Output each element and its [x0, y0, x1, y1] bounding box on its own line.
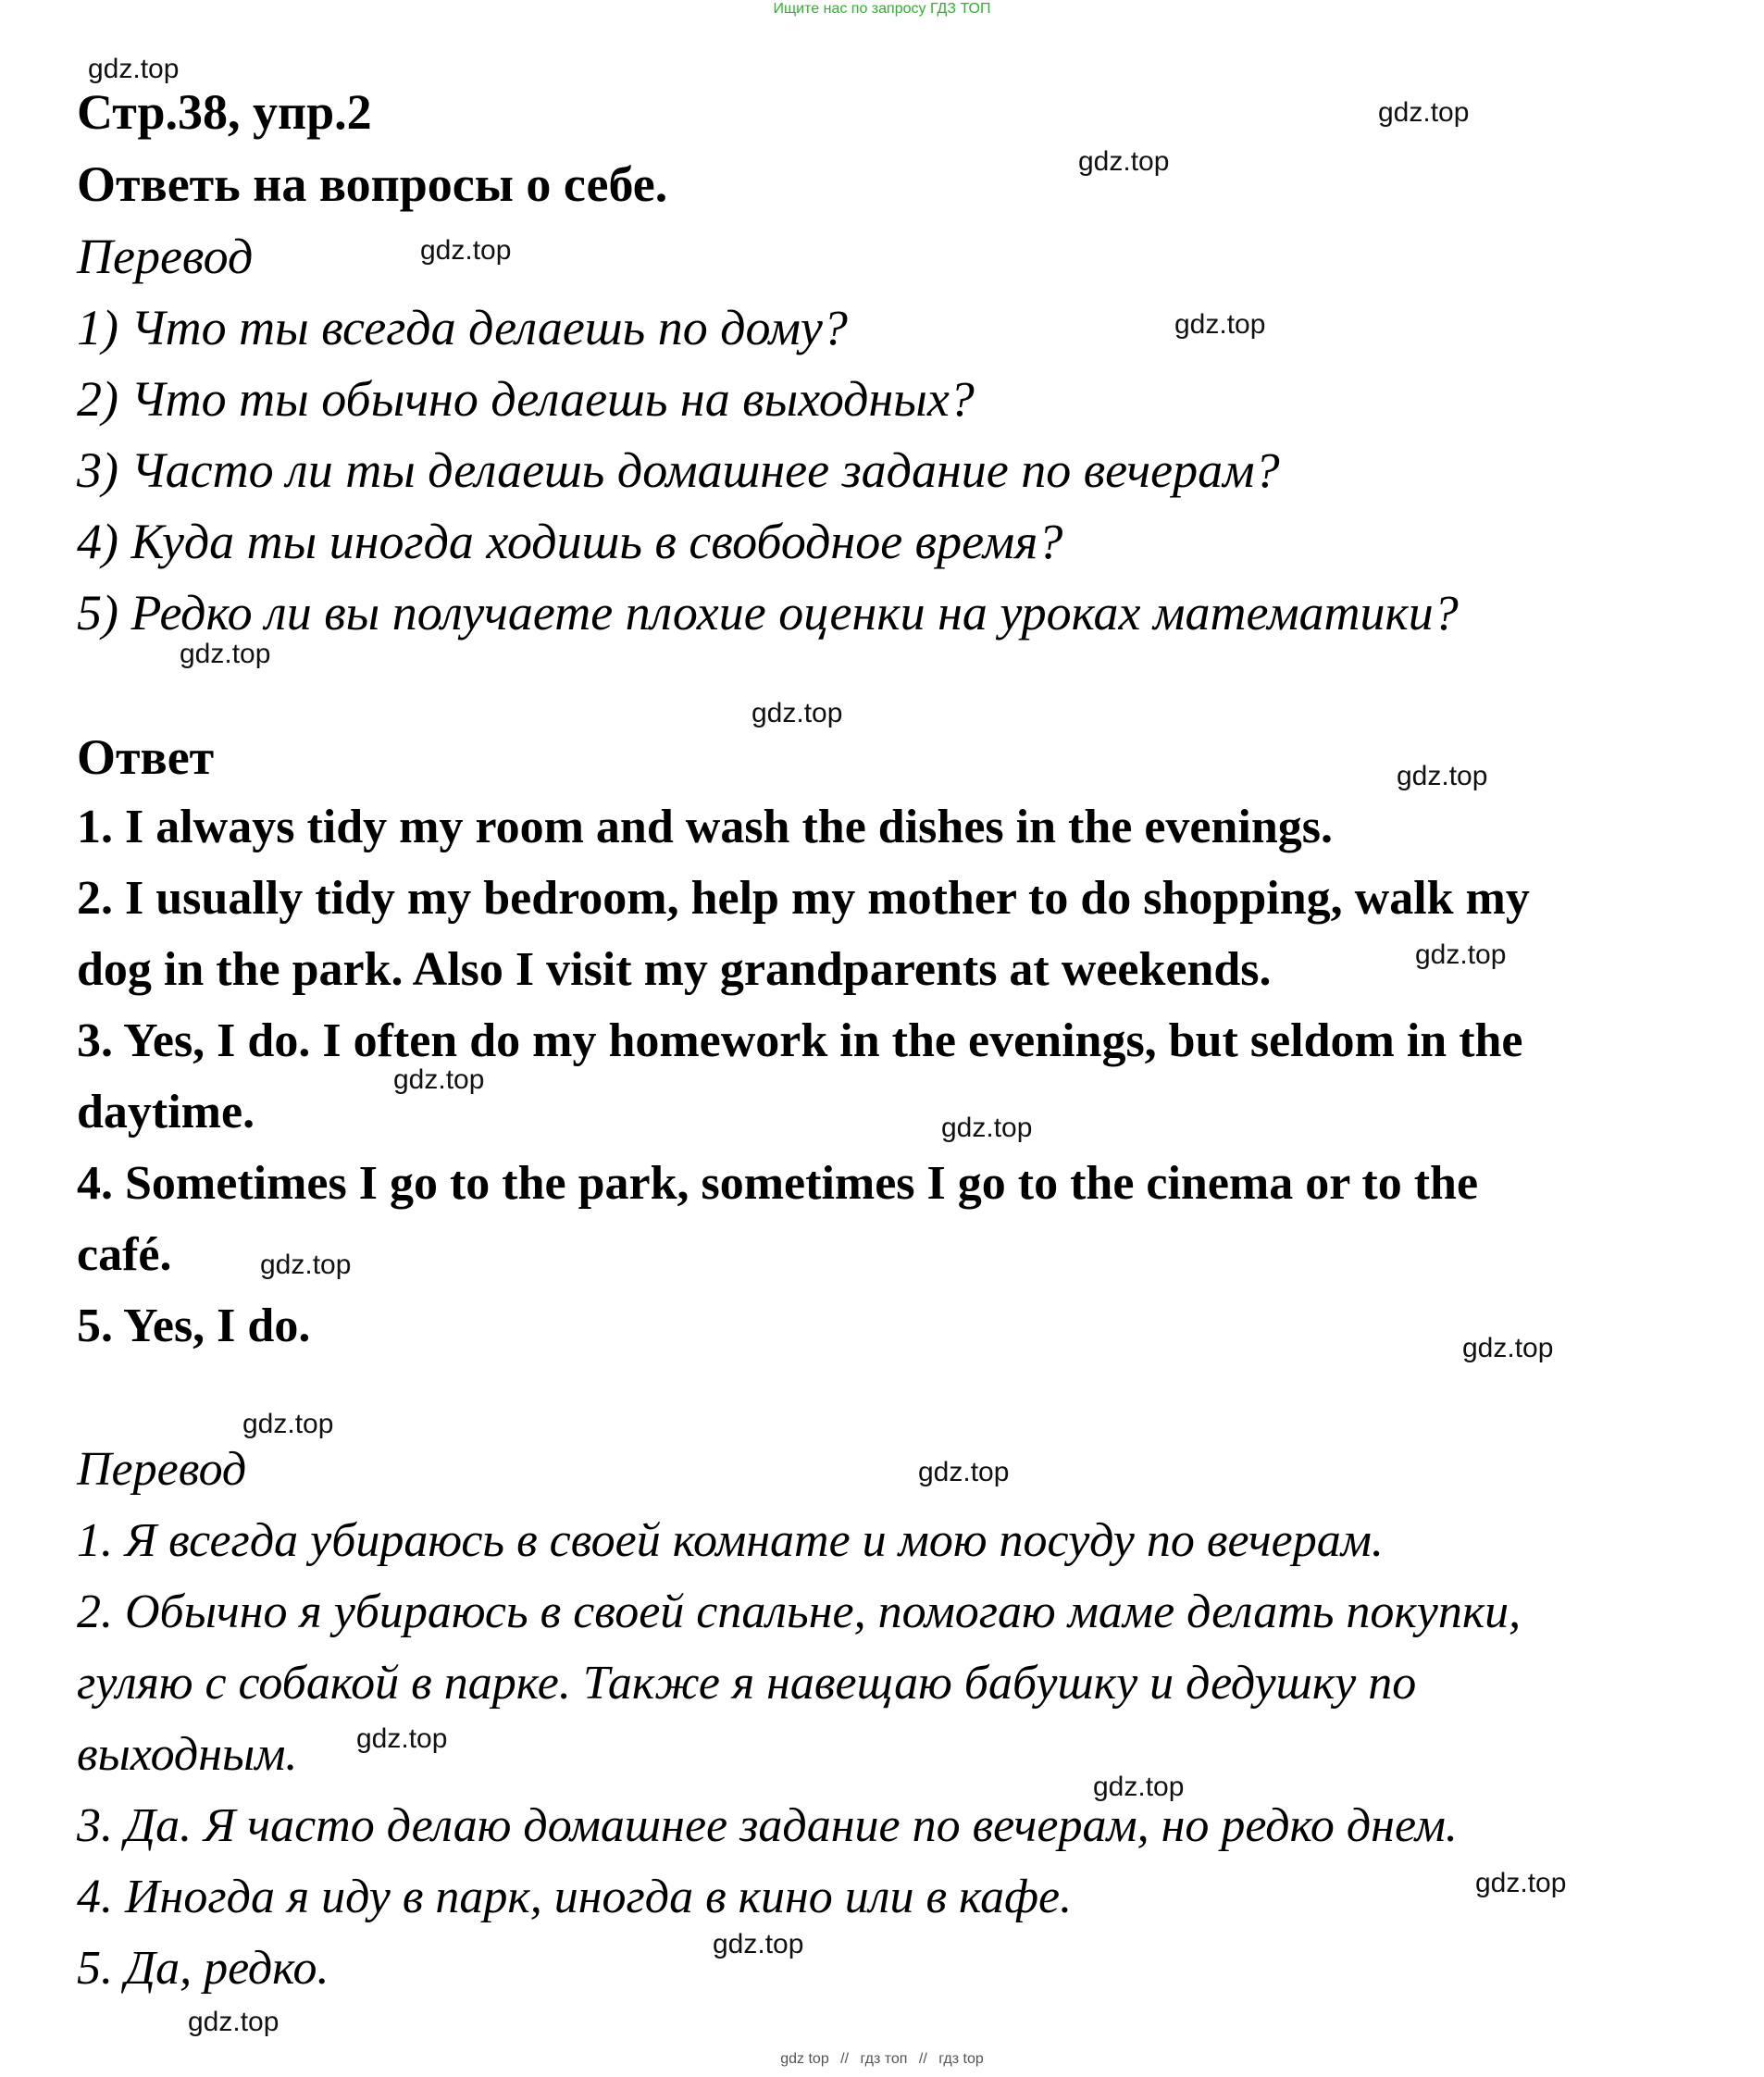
search-banner[interactable]: Ищите нас по запросу ГДЗ ТОП	[773, 1, 991, 17]
watermark: gdz.top	[1378, 97, 1470, 128]
watermark: gdz.top	[1462, 1333, 1554, 1363]
watermark: gdz.top	[918, 1457, 1010, 1487]
watermark: gdz.top	[88, 54, 180, 84]
answer-line-8: 5. Yes, I do.	[77, 1300, 311, 1352]
watermark: gdz.top	[242, 1409, 334, 1439]
watermark: gdz.top	[393, 1064, 485, 1095]
question-2: 2) Что ты обычно делаешь на выходных?	[77, 371, 975, 427]
task-instruction: Ответь на вопросы о себе.	[77, 156, 668, 212]
questions-translation-label: Перевод	[77, 229, 254, 284]
footer-links	[0, 2051, 1764, 2068]
footer-separator: //	[840, 2051, 850, 2067]
translation-line-3: гуляю с собакой в парке. Также я навещаю бабушку и дедушку по	[77, 1657, 1417, 1710]
watermark: gdz.top	[1078, 146, 1170, 177]
question-5: 5) Редко ли вы получаете плохие оценки на уроках математики?	[77, 585, 1459, 641]
watermark: gdz.top	[941, 1113, 1033, 1143]
translation-line-2: 2. Обычно я убираюсь в своей спальне, помогаю маме делать покупки,	[77, 1586, 1522, 1638]
watermark: gdz.top	[188, 2007, 280, 2037]
footer-separator: //	[918, 2051, 927, 2067]
answer-line-5: daytime.	[77, 1086, 255, 1138]
footer-link[interactable]: гдз топ	[860, 2051, 908, 2067]
answer-line-1: 1. I always tidy my room and wash the dishes in the evenings.	[77, 801, 1334, 853]
watermark: gdz.top	[1093, 1772, 1185, 1802]
watermark: gdz.top	[1174, 309, 1266, 340]
question-3: 3) Часто ли ты делаешь домашнее задание по вечерам?	[77, 442, 1280, 498]
translation-line-5: 3. Да. Я часто делаю домашнее задание по вечерам, но редко днем.	[77, 1799, 1458, 1852]
answer-line-6: 4. Sometimes I go to the park, sometimes I go to the cinema or to the	[77, 1157, 1479, 1210]
answer-label: Ответ	[77, 729, 215, 785]
exercise-title: Стр.38, упр.2	[77, 84, 372, 140]
answers-translation-label: Перевод	[77, 1443, 247, 1496]
watermark: gdz.top	[1397, 761, 1488, 791]
question-1: 1) Что ты всегда делаешь по дому?	[77, 300, 848, 355]
footer-link[interactable]: гдз top	[938, 2051, 984, 2067]
watermark: gdz.top	[356, 1723, 448, 1754]
translation-line-7: 5. Да, редко.	[77, 1942, 329, 1995]
answer-line-2: 2. I usually tidy my bedroom, help my mother to do shopping, walk my	[77, 872, 1530, 925]
watermark: gdz.top	[420, 235, 512, 266]
watermark: gdz.top	[180, 639, 271, 669]
translation-line-4: выходным.	[77, 1728, 298, 1781]
watermark: gdz.top	[1475, 1868, 1567, 1898]
question-4: 4) Куда ты иногда ходишь в свободное время?	[77, 514, 1063, 569]
footer-link[interactable]: gdz top	[780, 2051, 829, 2067]
watermark: gdz.top	[260, 1250, 352, 1280]
answer-line-4: 3. Yes, I do. I often do my homework in the evenings, but seldom in the	[77, 1014, 1523, 1067]
translation-line-6: 4. Иногда я иду в парк, иногда в кино или в кафе.	[77, 1871, 1073, 1923]
answer-line-3: dog in the park. Also I visit my grandparents at weekends.	[77, 943, 1272, 996]
translation-line-1: 1. Я всегда убираюсь в своей комнате и мою посуду по вечерам.	[77, 1514, 1384, 1567]
answer-line-7: café.	[77, 1228, 172, 1281]
watermark: gdz.top	[713, 1929, 804, 1959]
watermark: gdz.top	[1415, 939, 1507, 970]
watermark: gdz.top	[752, 698, 843, 728]
